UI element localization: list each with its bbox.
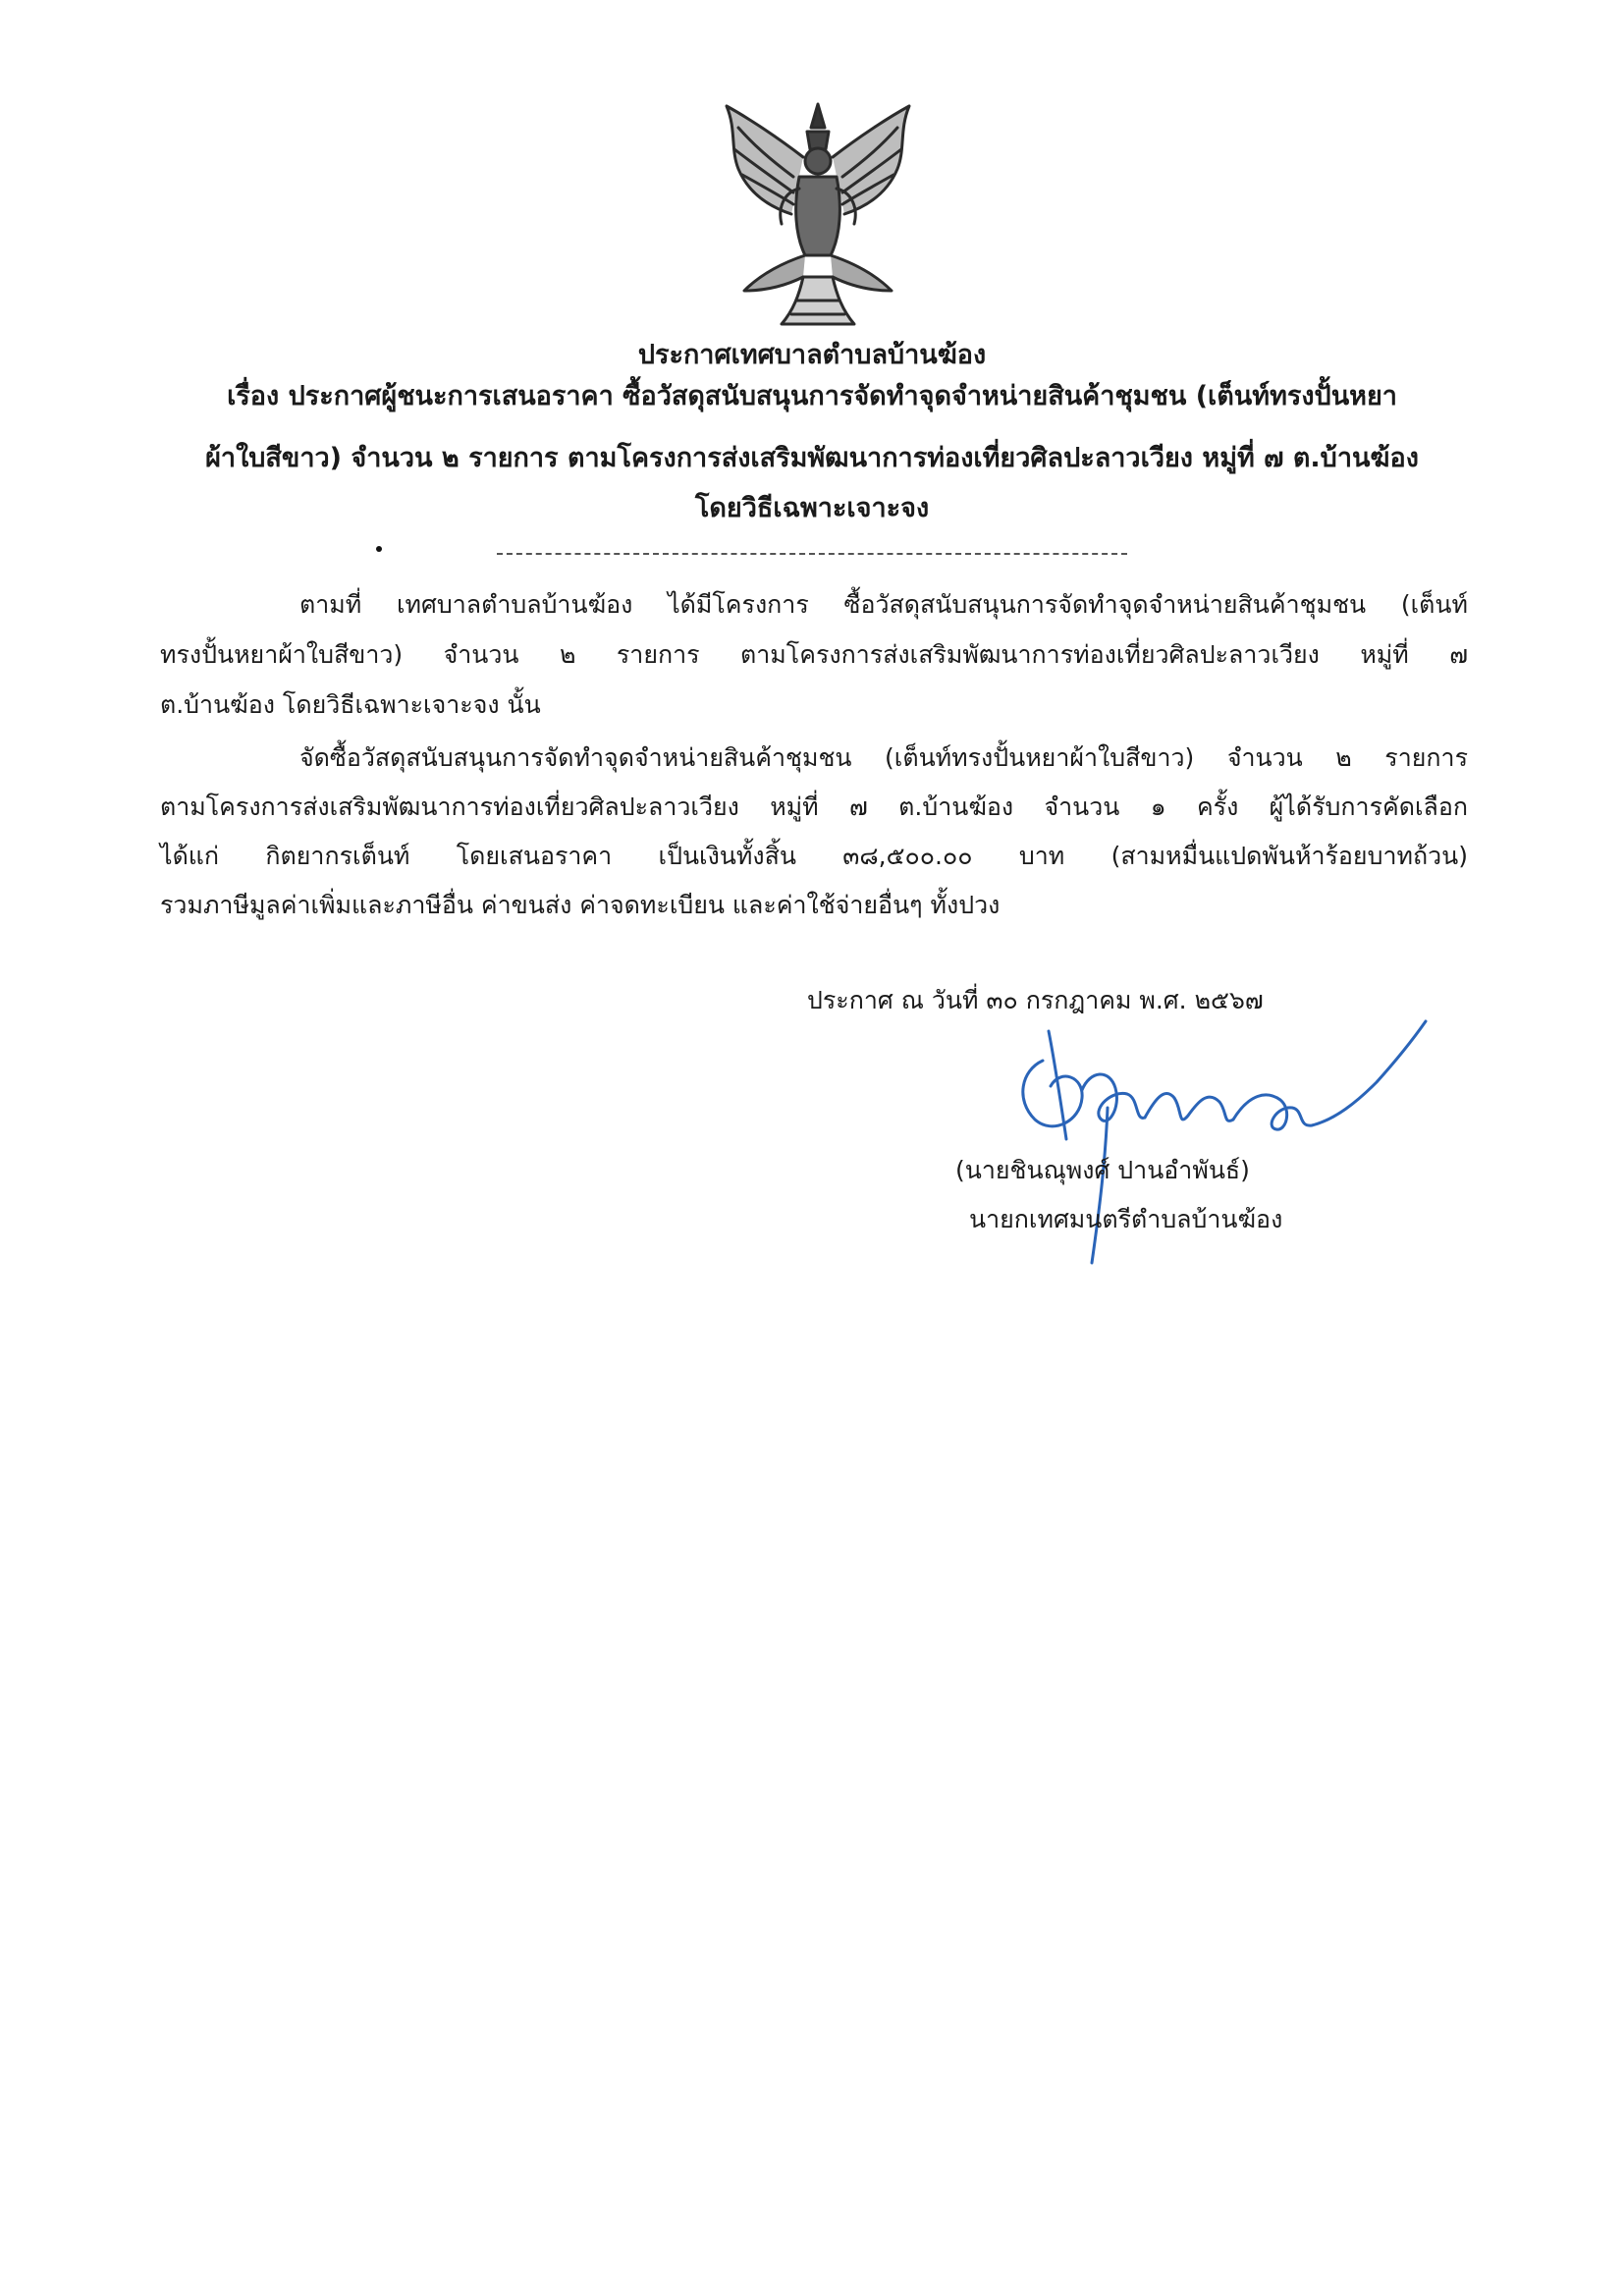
announcement-date: ประกาศ ณ วันที่ ๓๐ กรกฎาคม พ.ศ. ๒๕๖๗ <box>807 986 1264 1014</box>
signatory-name: (นายชินณุพงศ์ ปานอำพันธ์) <box>955 1156 1250 1184</box>
paragraph-1-line-1: ตามที่ เทศบาลตำบลบ้านฆ้อง ได้มีโครงการ ซื้อวัสดุสนับสนุนการจัดทำจุดจำหน่ายสินค้าชุมชน (เต็นท์ <box>299 590 1468 619</box>
handwritten-signature <box>992 992 1443 1286</box>
ink-speck <box>376 546 382 552</box>
subject-line-3: โดยวิธีเฉพาะเจาะจง <box>694 493 930 523</box>
subject-line-2: ผ้าใบสีขาว) จำนวน ๒ รายการ ตามโครงการส่งเสริมพัฒนาการท่องเที่ยวศิลปะลาวเวียง หมู่ที่ ๗ ต.บ้านฆ้อง <box>205 443 1419 473</box>
garuda-emblem-icon <box>709 98 927 330</box>
paragraph-2-line-4: รวมภาษีมูลค่าเพิ่มและภาษีอื่น ค่าขนส่ง ค่าจดทะเบียน และค่าใช้จ่ายอื่นๆ ทั้งปวง <box>160 891 1001 919</box>
paragraph-1-line-2: ทรงปั้นหยาผ้าใบสีขาว) จำนวน ๒ รายการ ตามโครงการส่งเสริมพัฒนาการท่องเที่ยวศิลปะลาวเวียง หมู่ที่ ๗ <box>160 640 1468 669</box>
paragraph-2-line-2: ตามโครงการส่งเสริมพัฒนาการท่องเที่ยวศิลปะลาวเวียง หมู่ที่ ๗ ต.บ้านฆ้อง จำนวน ๑ ครั้ง ผู้ได้รับการคัดเลือก <box>160 793 1468 821</box>
paragraph-2-line-1: จัดซื้อวัสดุสนับสนุนการจัดทำจุดจำหน่ายสินค้าชุมชน (เต็นท์ทรงปั้นหยาผ้าใบสีขาว) จำนวน ๒ รายการ <box>299 743 1468 772</box>
paragraph-2-line-3: ได้แก่ กิตยากรเต็นท์ โดยเสนอราคา เป็นเงินทั้งสิ้น ๓๘,๕๐๐.๐๐ บาท (สามหมื่นแปดพันห้าร้อยบาทถ้วน) <box>160 842 1468 870</box>
announcement-title: ประกาศเทศบาลตำบลบ้านฆ้อง <box>637 340 987 370</box>
subject-line-1: เรื่อง ประกาศผู้ชนะการเสนอราคา ซื้อวัสดุสนับสนุนการจัดทำจุดจำหน่ายสินค้าชุมชน (เต็นท์ทรงปั้นหยา <box>227 381 1397 411</box>
dashed-divider <box>497 553 1127 555</box>
paragraph-1-line-3: ต.บ้านฆ้อง โดยวิธีเฉพาะเจาะจง นั้น <box>160 690 541 719</box>
signatory-title: นายกเทศมนตรีตำบลบ้านฆ้อง <box>969 1205 1283 1233</box>
